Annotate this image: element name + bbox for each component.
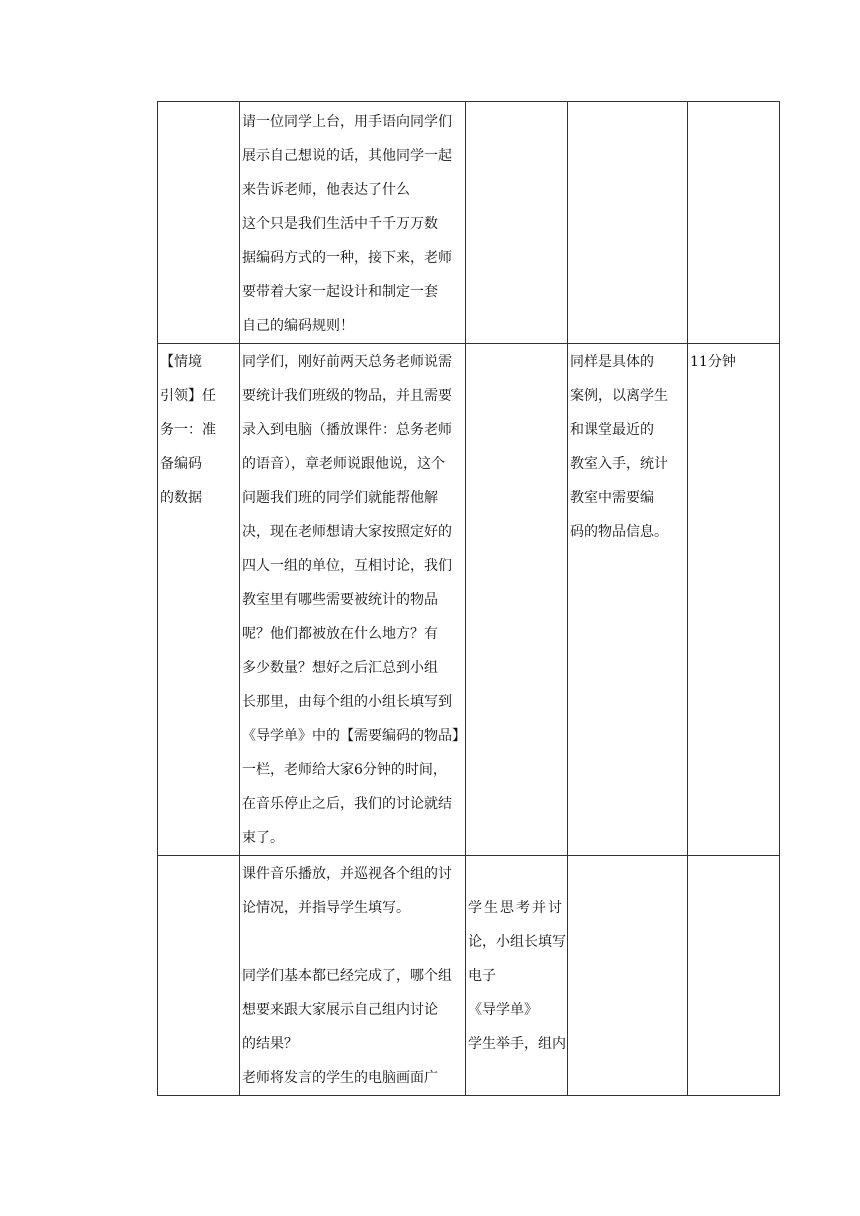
- text-line: 四人一组的单位，互相讨论，我们: [242, 558, 452, 574]
- text-line: 务一：准: [160, 422, 216, 438]
- table-row: [158, 856, 780, 1096]
- text-line: 这个只是我们生活中千千万万数: [242, 216, 438, 232]
- text-line: 自己的编码规则！: [242, 318, 354, 334]
- text-line: 引领】任: [160, 388, 216, 404]
- time-value: 11分钟: [690, 354, 736, 370]
- text-line: 同样是具体的: [570, 354, 654, 370]
- teacher-activity-cell: [240, 856, 466, 1096]
- text-line: 教室里有哪些需要被统计的物品: [242, 592, 438, 608]
- text-line: 【情境: [160, 354, 202, 370]
- stage-cell: [158, 856, 240, 1096]
- design-intent-cell: [568, 344, 688, 856]
- text-line: 的结果？: [242, 1036, 298, 1052]
- text-line: 一栏，老师给大家6分钟的时间，: [242, 762, 447, 778]
- spacer: [242, 925, 464, 959]
- text-line: 多少数量？想好之后汇总到小组: [242, 660, 438, 676]
- text-line: 课件音乐播放，并巡视各个组的讨: [242, 866, 452, 882]
- text-line: 的语音），章老师说跟他说，这个: [242, 456, 445, 472]
- stage-cell: [158, 344, 240, 856]
- time-cell: [688, 344, 780, 856]
- time-cell: [688, 102, 780, 344]
- text-line: 同学们，刚好前两天总务老师说需: [242, 354, 452, 370]
- text-line: 束了。: [242, 830, 284, 846]
- text-line: 论情况，并指导学生填写。: [242, 900, 410, 916]
- text-line: 要带着大家一起设计和制定一套: [242, 284, 438, 300]
- text-line: 案例，以离学生: [570, 388, 668, 404]
- student-activity-cell: [466, 344, 568, 856]
- text-line: 展示自己想说的话，其他同学一起: [242, 148, 452, 164]
- text-line: 老师将发言的学生的电脑画面广: [242, 1070, 438, 1086]
- text-line: 学生思考并讨: [468, 900, 564, 916]
- text-line: 的数据: [160, 490, 202, 506]
- student-activity-cell: [466, 102, 568, 344]
- table-row: [158, 344, 780, 856]
- text-line: 长那里，由每个组的小组长填写到: [242, 694, 452, 710]
- text-line: 想要来跟大家展示自己组内讨论: [242, 1002, 438, 1018]
- text-line: 教室中需要编: [570, 490, 654, 506]
- text-line: 论，小组长填写: [468, 934, 566, 950]
- text-line: 同学们基本都已经完成了，哪个组: [242, 968, 452, 984]
- text-line: 《导学单》: [468, 1002, 538, 1018]
- text-line: 学生举手，组内: [468, 1036, 566, 1052]
- text-line: 据编码方式的一种，接下来，老师: [242, 250, 452, 266]
- text-line: 在音乐停止之后，我们的讨论就结: [242, 796, 452, 812]
- text-line: 问题我们班的同学们就能帮他解: [242, 490, 438, 506]
- text-line: 请一位同学上台，用手语向同学们: [242, 114, 452, 130]
- student-activity-cell: [466, 856, 568, 1096]
- table-row: [158, 102, 780, 344]
- text-line: 来告诉老师，他表达了什么: [242, 182, 410, 198]
- text-line: 呢？他们都被放在什么地方？有: [242, 626, 438, 642]
- text-line: 录入到电脑（播放课件：总务老师: [242, 422, 452, 438]
- time-cell: [688, 856, 780, 1096]
- text-line: 码的物品信息。: [570, 524, 668, 540]
- text-line: 教室入手，统计: [570, 456, 668, 472]
- text-line: 电子: [468, 968, 496, 984]
- text-line: 《导学单》中的【需要编码的物品】: [242, 728, 466, 744]
- text-line: 备编码: [160, 456, 202, 472]
- design-intent-cell: [568, 856, 688, 1096]
- lesson-plan-table: [157, 101, 780, 1096]
- stage-cell: [158, 102, 240, 344]
- teacher-activity-cell: [240, 102, 466, 344]
- teacher-activity-cell: [240, 344, 466, 856]
- text-line: 决，现在老师想请大家按照定好的: [242, 524, 452, 540]
- text-line: 和课堂最近的: [570, 422, 654, 438]
- text-line: 要统计我们班级的物品，并且需要: [242, 388, 452, 404]
- design-intent-cell: [568, 102, 688, 344]
